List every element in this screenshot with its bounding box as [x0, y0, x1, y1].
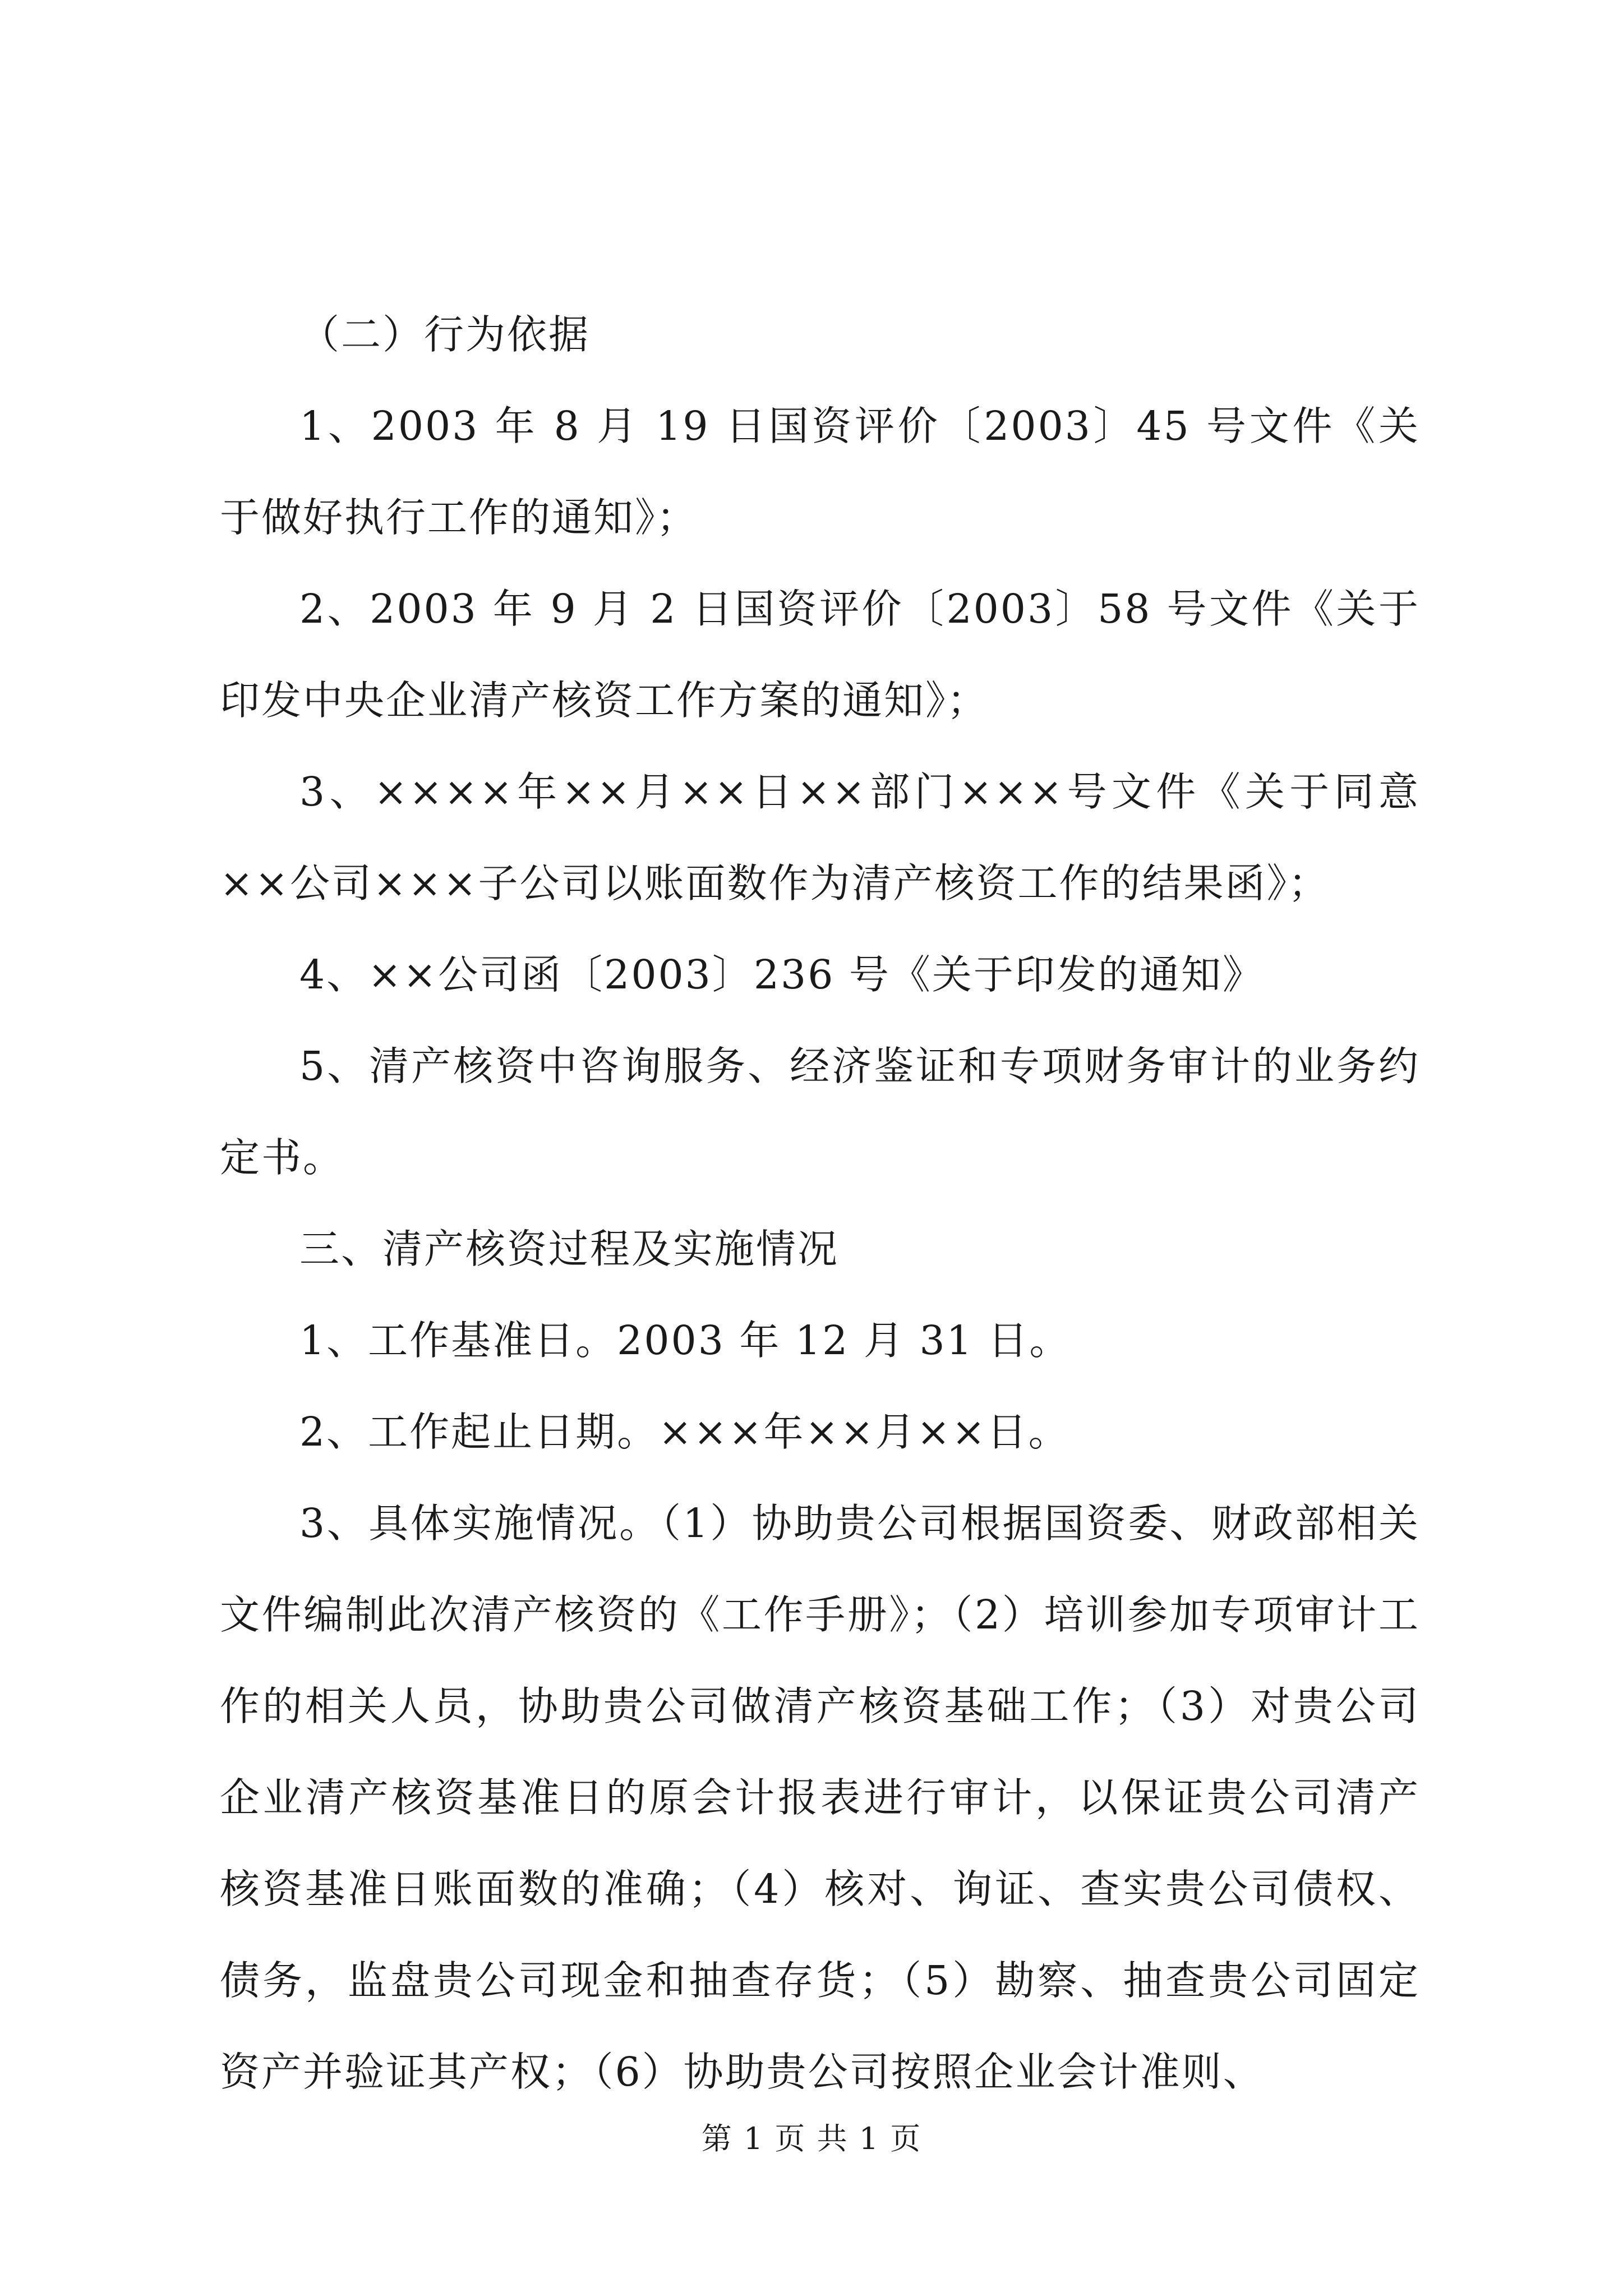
process-item-1: 1、工作基准日。2003 年 12 月 31 日。 [299, 1317, 1071, 1364]
process-item-2: 2、工作起止日期。×××年××月××日。 [299, 1409, 1070, 1455]
document-body [220, 289, 1420, 2118]
basis-item-3: 3、××××年××月××日××部门×××号文件《关于同意××公司×××子公司以账面数作为清产核资工作的结果函》； [220, 769, 1420, 907]
basis-item-4: 4、××公司函〔2003〕236 号《关于印发的通知》 [299, 951, 1264, 998]
section-heading-process: 三、清产核资过程及实施情况 [299, 1226, 840, 1272]
basis-item-1: 1、2003 年 8 月 19 日国资评价〔2003〕45 号文件《关于做好执行工作的通知》； [220, 403, 1420, 541]
basis-item-5: 5、清产核资中咨询服务、经济鉴证和专项财务审计的业务约定书。 [220, 1043, 1420, 1181]
process-item-3: 3、具体实施情况。（1）协助贵公司根据国资委、财政部相关文件编制此次清产核资的《工作手册》；（2）培训参加专项审计工作的相关人员，协助贵公司做清产核资基础工作；（3）对贵公司企业清产核资基准日的原会计报表进行审计，以保证贵公司清产核资基准日账面数的准确；（4）核对、询证、查实贵公司债权、债务，监盘贵公司现金和抽查存货；（5）勘察、抽查贵公司固定资产并验证其产权；（6）协助贵公司按照企业会计准则、 [220, 1500, 1420, 2095]
page-number-footer: 第 1 页 共 1 页 [701, 2121, 922, 2156]
section-heading-basis: （二）行为依据 [299, 311, 591, 358]
basis-item-2: 2、2003 年 9 月 2 日国资评价〔2003〕58 号文件《关于印发中央企业清产核资工作方案的通知》； [220, 586, 1420, 724]
